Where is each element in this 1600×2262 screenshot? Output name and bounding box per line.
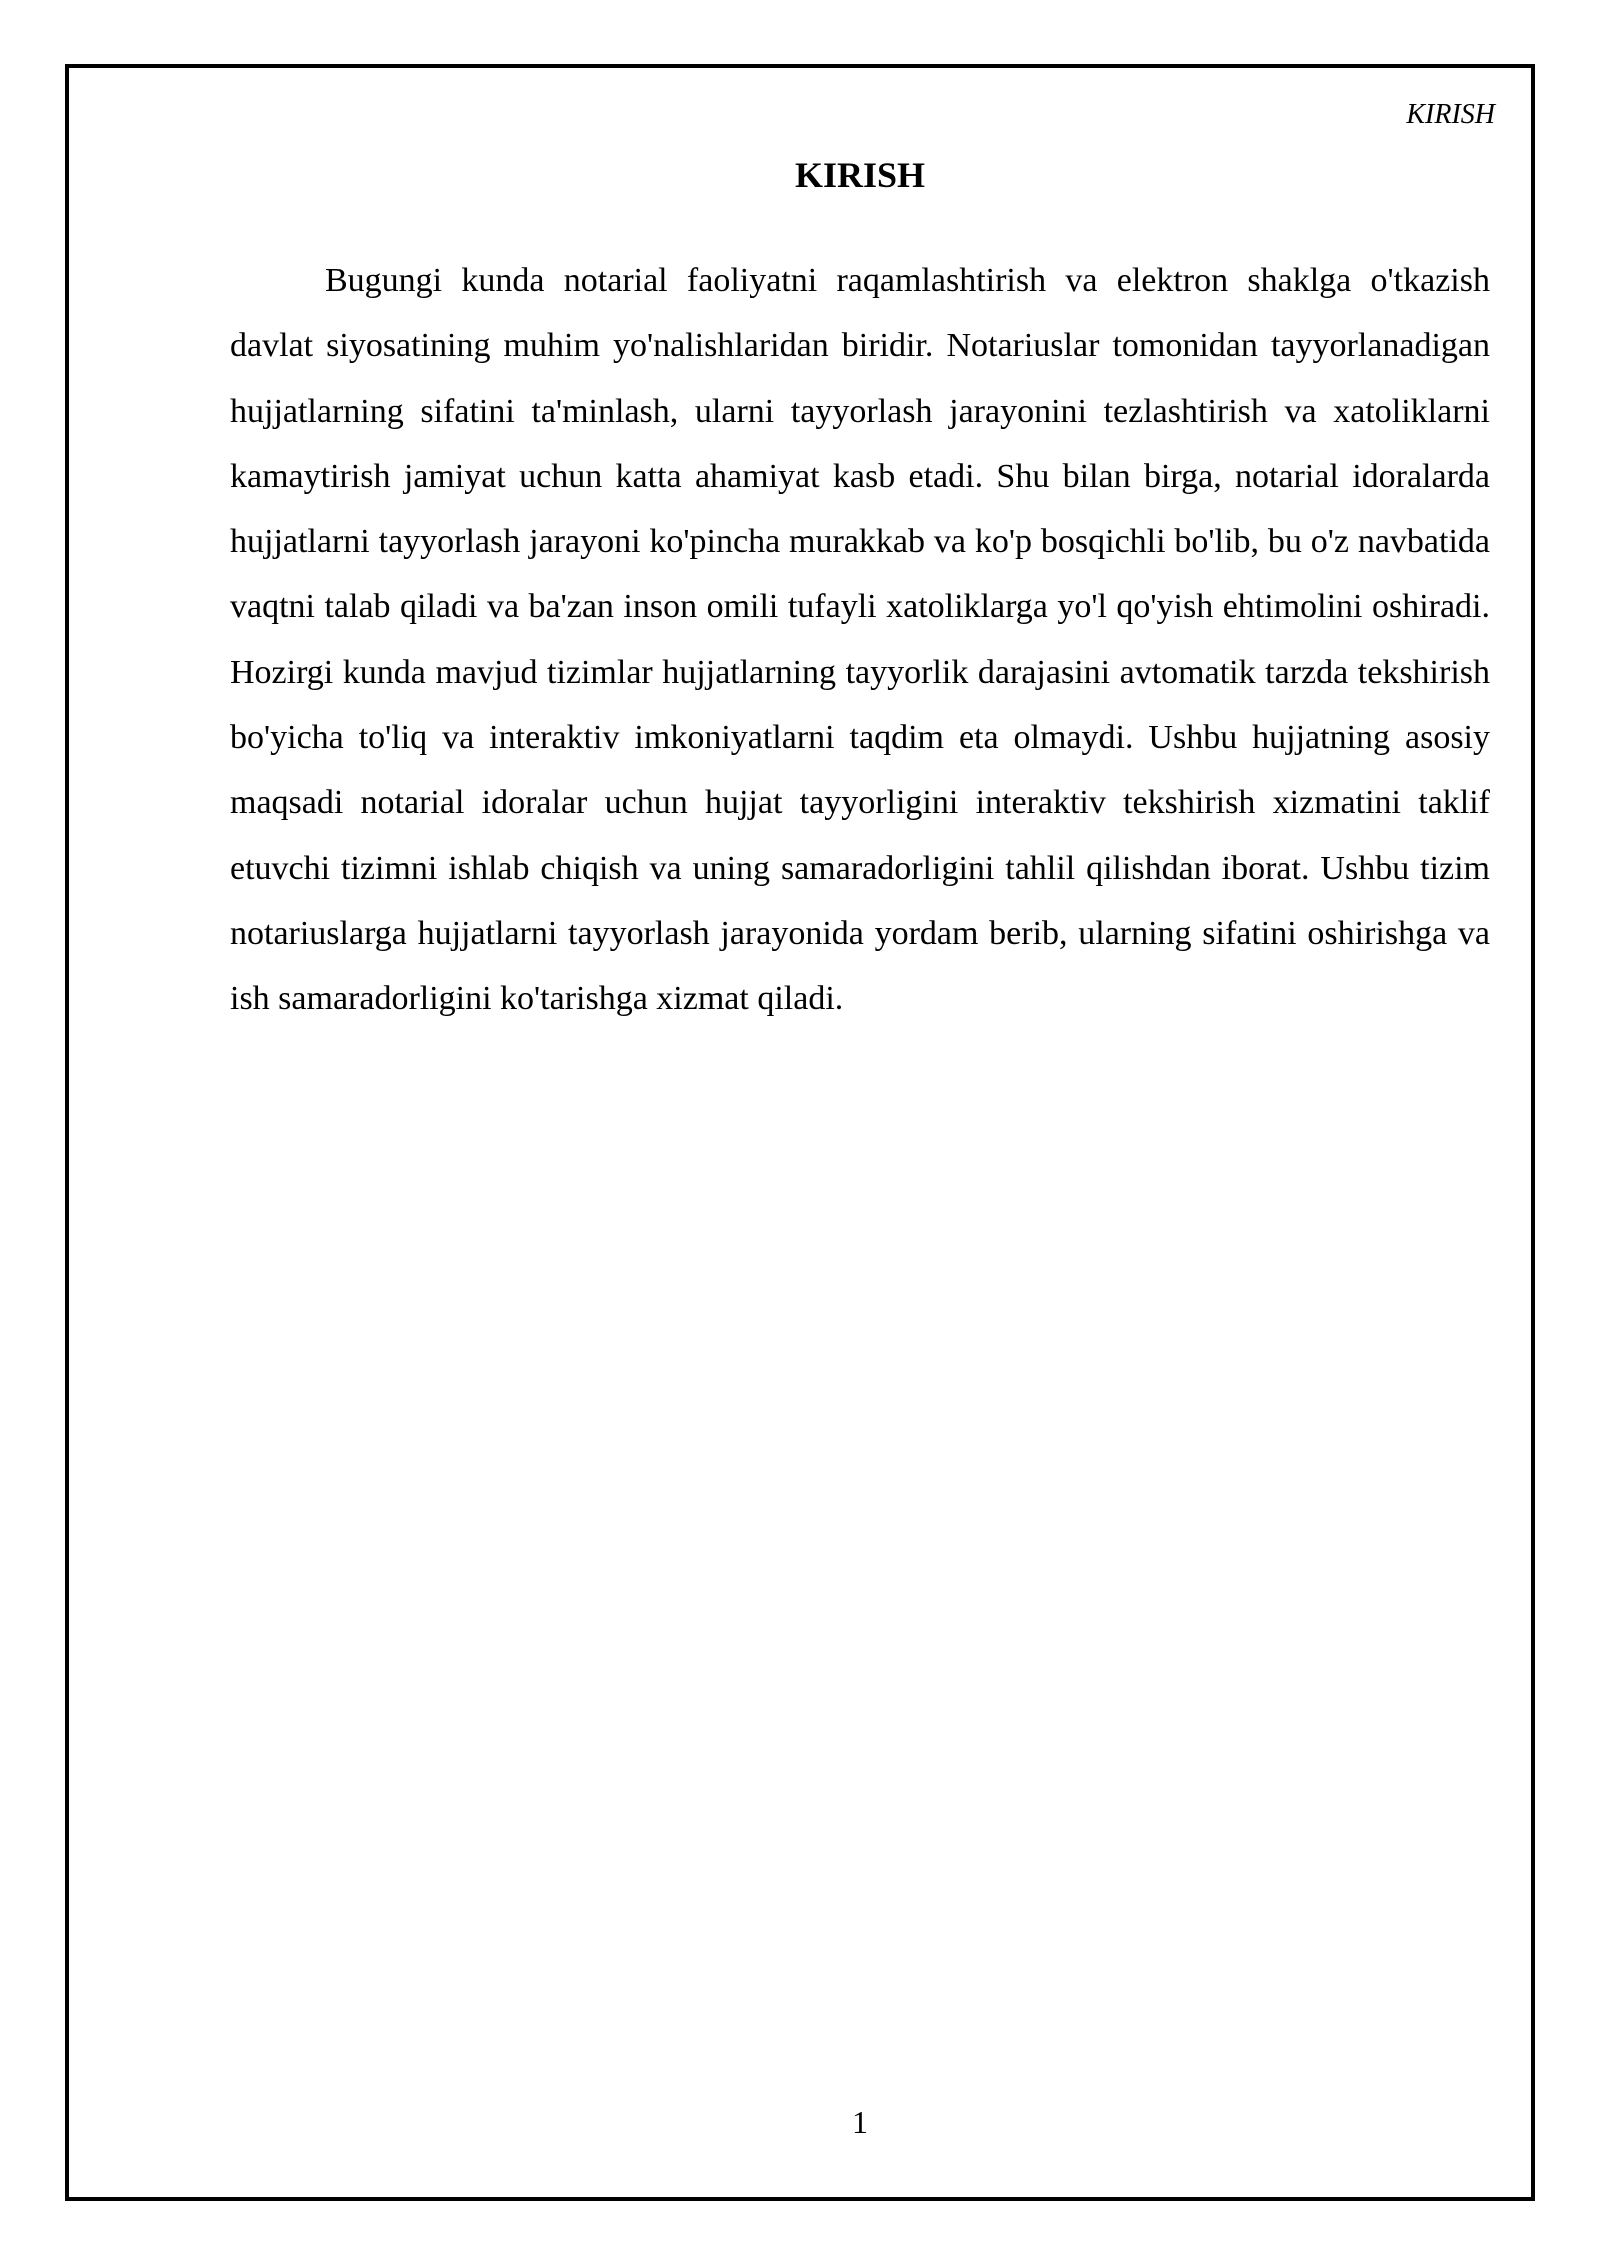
running-header: KIRISH	[1406, 99, 1495, 130]
paragraph: Bugungi kunda notarial faoliyatni raqamlashtirish va elektron shaklga o'tkazish davlat siyosatining muhim yo'nalishlaridan biridir. Notariuslar tomonidan tayyorlanadigan hujjatlarning sifatini ta'minlash, ularni tayyorlash jarayonini tezlashtirish va xatoliklarni kamaytirish jamiyat uchun katta ahamiyat kasb etadi. Shu bilan birga, notarial idoralarda hujjatlarni tayyorlash jarayoni ko'pincha murakkab va ko'p bosqichli bo'lib, bu o'z navbatida vaqtni talab qiladi va ba'zan inson omili tufayli xatoliklarga yo'l qo'yish ehtimolini oshiradi. Hozirgi kunda mavjud tizimlar hujjatlarning tayyorlik darajasini avtomatik tarzda tekshirish bo'yicha to'liq va interaktiv imkoniyatlarni taqdim eta olmaydi. Ushbu hujjatning asosiy maqsadi notarial idoralar uchun hujjat tayyorligini interaktiv tekshirish xizmatini taklif etuvchi tizimni ishlab chiqish va uning samaradorligini tahlil qilishdan iborat. Ushbu tizim notariuslarga hujjatlarni tayyorlash jarayonida yordam berib, ularning sifatini oshirishga va ish samaradorligini ko'tarishga xizmat qiladi.	[230, 262, 1490, 1018]
page-number: 1	[852, 2104, 868, 2140]
page-title: KIRISH	[794, 155, 926, 195]
body-text	[230, 248, 1490, 1032]
